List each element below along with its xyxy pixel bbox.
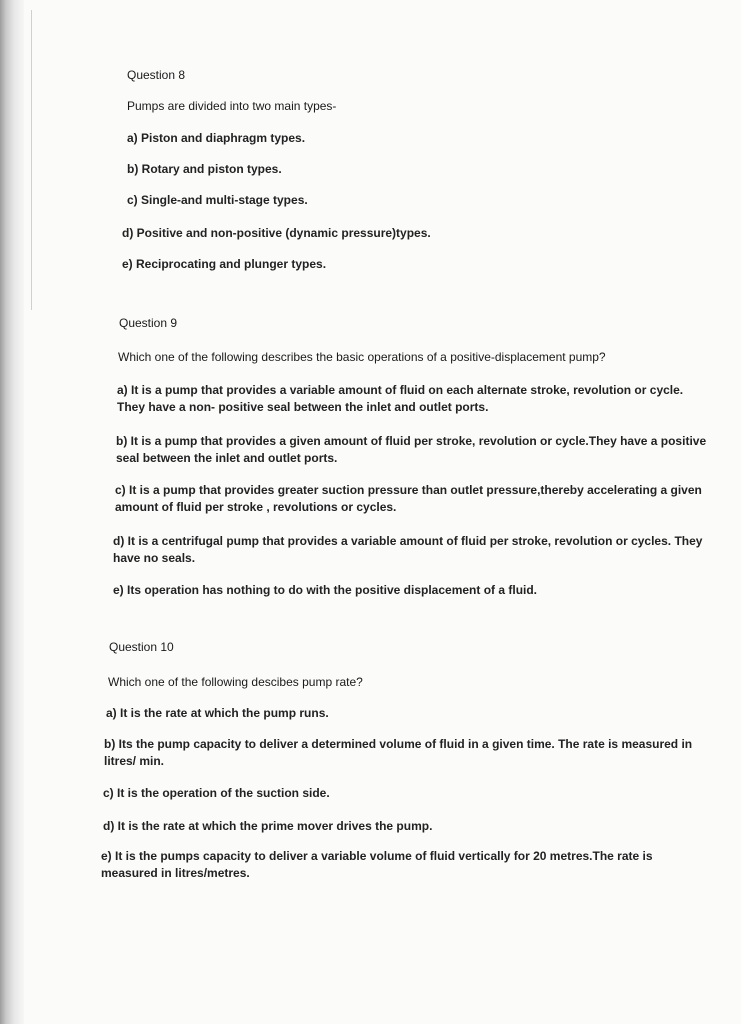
option-line: c) It is a pump that provides greater suction pressure than outlet pressure,thereby accelerating a given [115,483,702,497]
question-8-prompt: Pumps are divided into two main types- [127,99,337,113]
question-10-option-b[interactable] [104,736,692,770]
question-10-prompt: Which one of the following descibes pump rate? [108,675,363,689]
question-9-heading: Question 9 [119,316,178,330]
question-9-option-e[interactable] [113,582,537,599]
question-9-option-c[interactable] [115,482,702,516]
binding-line [31,10,32,310]
question-10-option-a[interactable] [106,705,329,722]
question-9-option-b[interactable] [116,433,706,467]
option-line: c) It is the operation of the suction side. [103,786,330,800]
option-line: b) It is a pump that provides a given amount of fluid per stroke, revolution or cycle.They have a positive [116,434,707,448]
option-line: measured in litres/metres. [101,866,250,880]
question-8-option-b[interactable]: b) Rotary and piston types. [127,162,282,176]
option-line: They have a non- positive seal between the inlet and outlet ports. [117,400,489,414]
option-line: e) It is the pumps capacity to deliver a variable volume of fluid vertically for 20 metres.The rate is [101,849,653,863]
question-10-option-d[interactable] [103,818,432,835]
option-line: a) It is the rate at which the pump runs. [106,706,329,720]
option-line: litres/ min. [104,754,165,768]
question-8-heading: Question 8 [127,68,186,82]
question-9-option-d[interactable] [113,533,702,567]
question-8-option-a[interactable]: a) Piston and diaphragm types. [127,131,306,145]
question-9-prompt: Which one of the following describes the basic operations of a positive-displacement pump? [118,350,606,364]
option-line: d) It is the rate at which the prime mover drives the pump. [103,819,433,833]
question-9-option-a[interactable] [117,382,683,416]
question-8-option-c[interactable]: c) Single-and multi-stage types. [127,193,308,207]
option-line: b) Its the pump capacity to deliver a determined volume of fluid in a given time. The rate is measured in [104,737,693,751]
question-10-heading: Question 10 [109,640,174,654]
option-line: amount of fluid per stroke , revolutions or cycles. [115,500,397,514]
option-line: e) Its operation has nothing to do with the positive displacement of a fluid. [113,583,538,597]
option-line: seal between the inlet and outlet ports. [116,451,338,465]
question-10-option-c[interactable] [103,785,330,802]
option-line: have no seals. [113,551,196,565]
scan-page-edge [0,0,24,1024]
question-8-option-d[interactable]: d) Positive and non-positive (dynamic pressure)types. [122,226,431,240]
option-line: a) It is a pump that provides a variable amount of fluid on each alternate stroke, revolution or cycle. [117,383,684,397]
option-line: d) It is a centrifugal pump that provides a variable amount of fluid per stroke, revolution or cycles. They [113,534,703,548]
question-8-option-e[interactable]: e) Reciprocating and plunger types. [122,257,327,271]
question-10-option-e[interactable] [101,848,653,882]
